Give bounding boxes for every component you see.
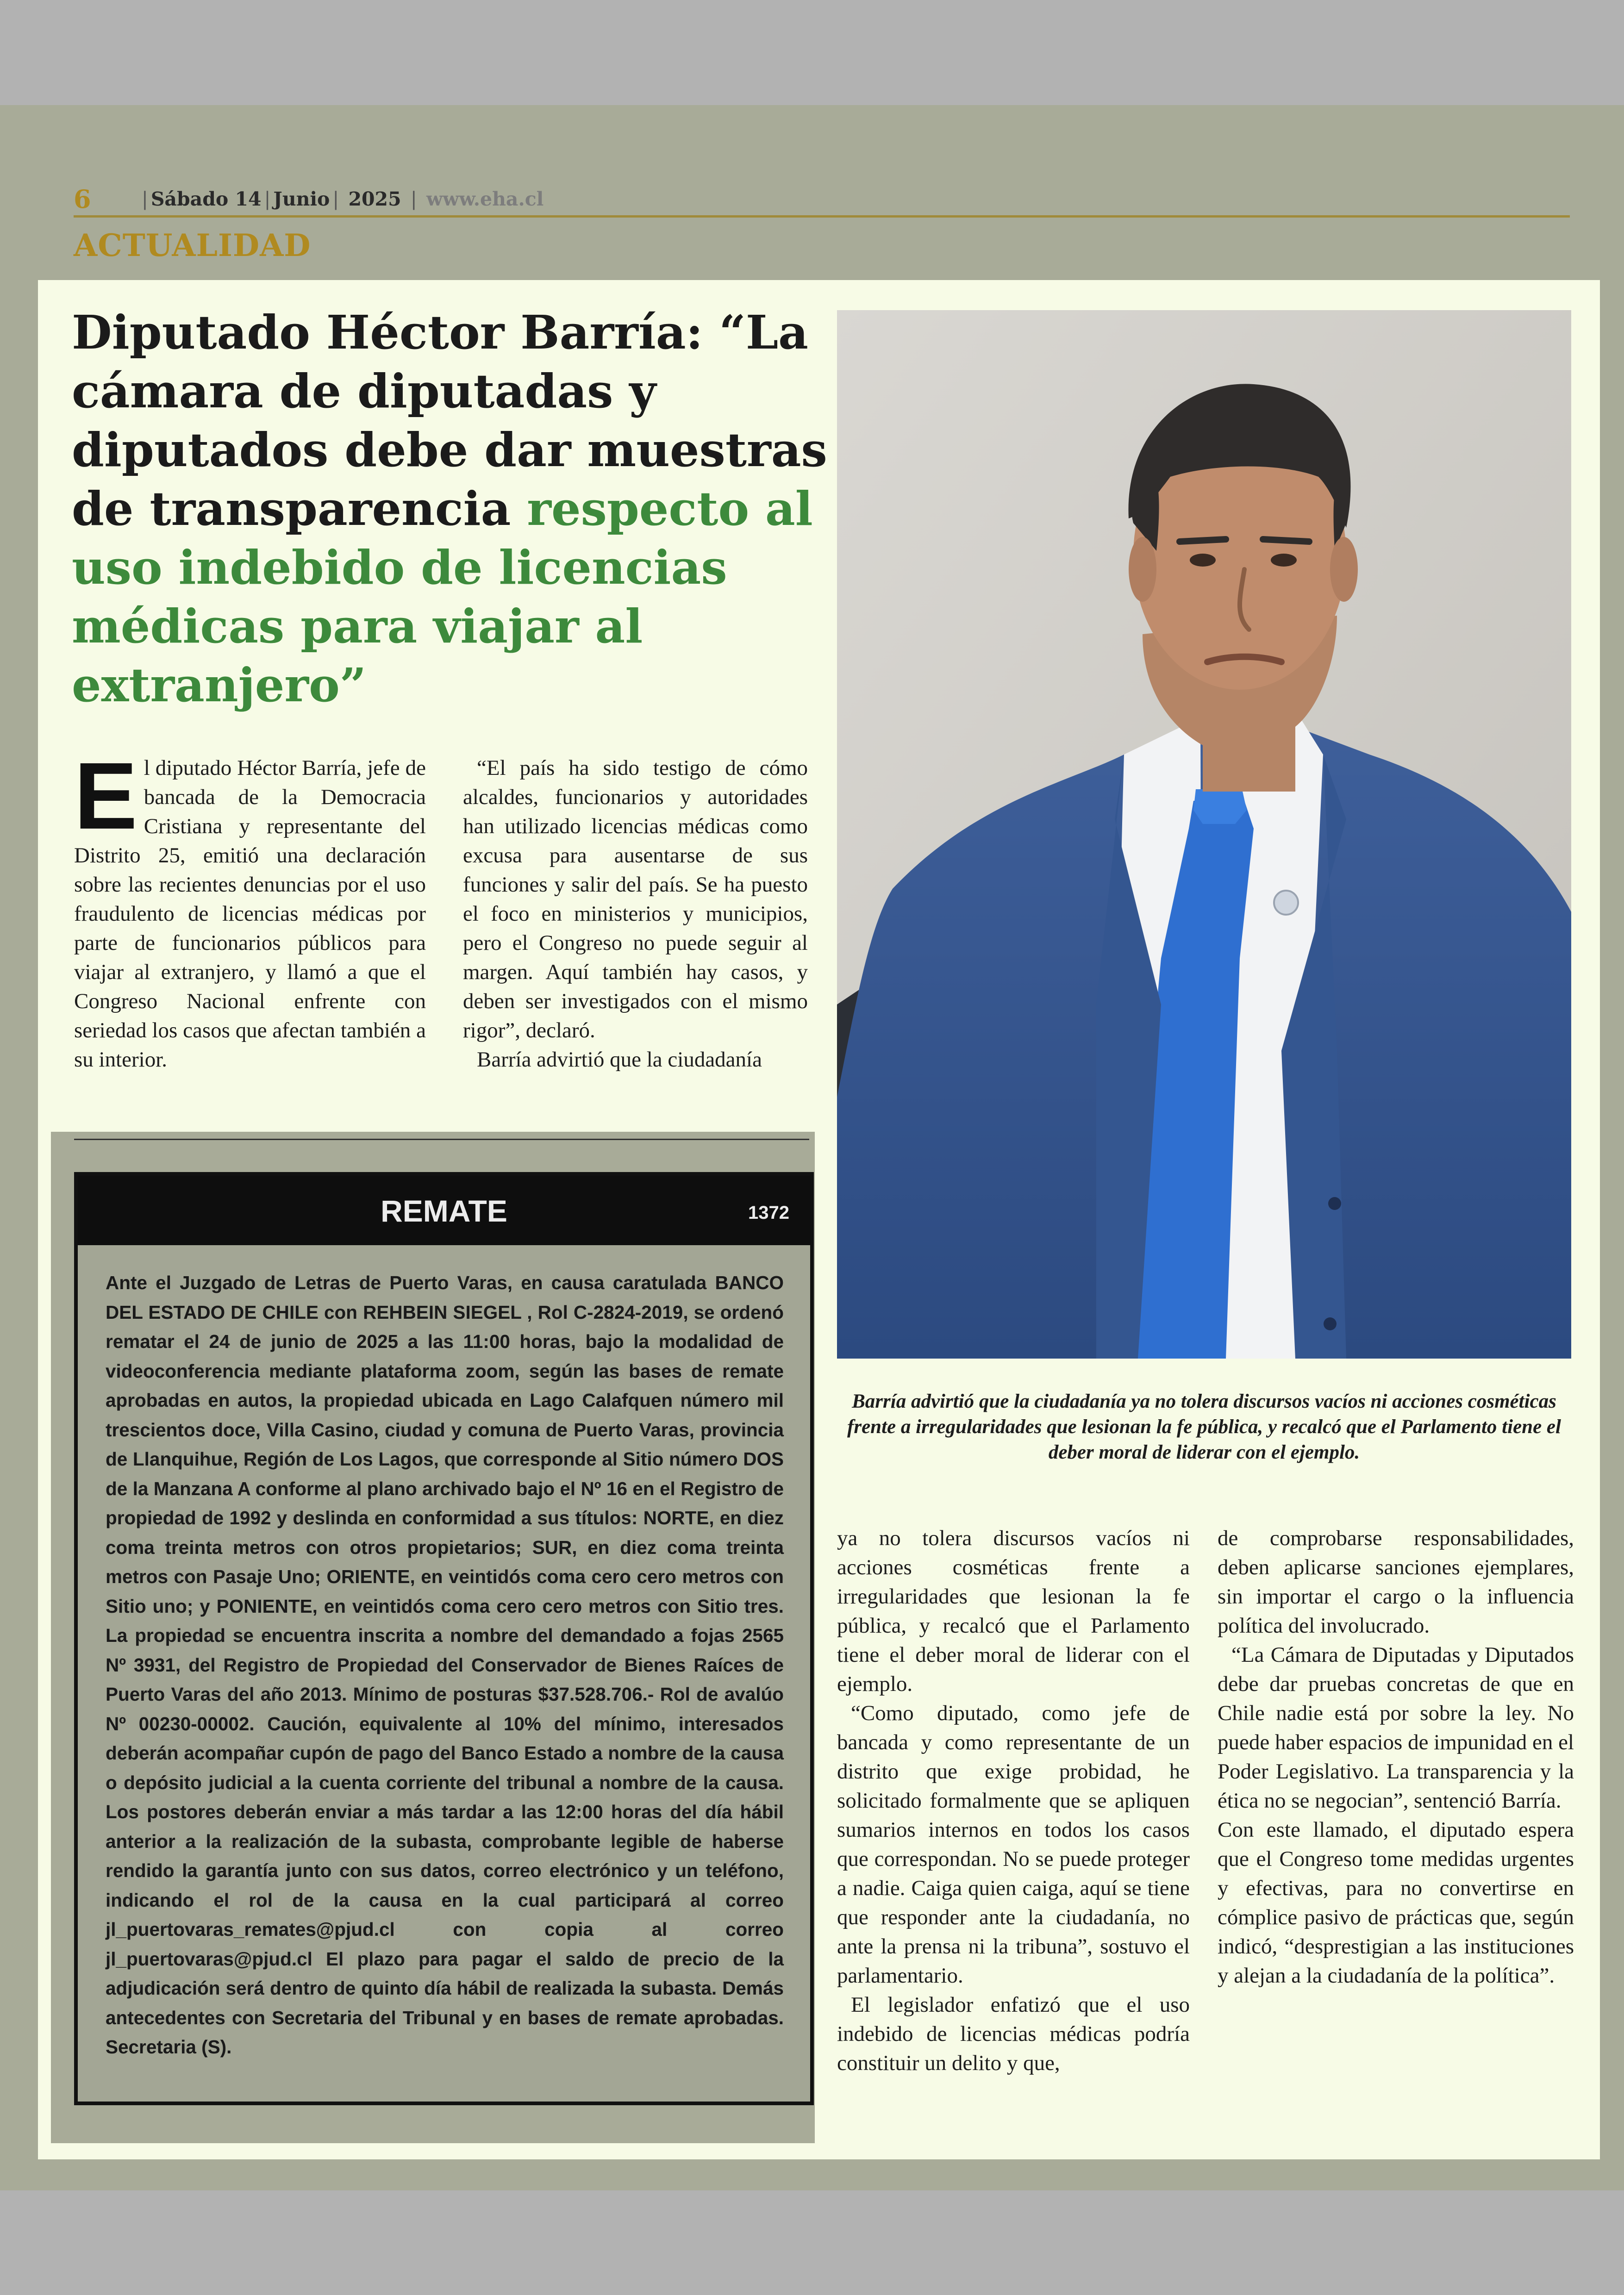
date-day: Sábado 14 [150, 188, 262, 210]
drop-cap: E [74, 743, 137, 849]
paragraph: “Como diputado, como jefe de bancada y como representante de un distrito que exige probidad, he solicitado formalmente que se apliquen sumarios internos en todos los casos que correspondan. No se puede proteger a nadie. Caiga quien caiga, aquí se tiene que responder ante la ciudadanía, no ante la prensa ni la tribuna”, sostuvo el parlamentario. [837, 1701, 1190, 1988]
notice-title: REMATE [381, 1194, 507, 1228]
paragraph: l diputado Héctor Barría, jefe de bancada de la Democracia Cristiana y representante del Distrito 25, emitió una declaración sobre las recientes denuncias por el uso fraudulento de licencias médicas por parte de funcionarios públicos para viajar al extranjero, y llamó a que el Congreso Nacional enfrente con seriedad los casos que afectan también a su interior. [74, 756, 426, 1072]
article-column-1 [74, 743, 426, 1074]
paragraph: de comprobarse responsabilidades, deben aplicarse sanciones ejemplares, sin importar el cargo o la influencia política del involucrado. [1218, 1526, 1574, 1638]
paragraph: Barría advirtió que la ciudadanía [477, 1048, 762, 1072]
headline-highlight: respecto al uso indebido de licencias médicas para viajar al extranjero” [72, 481, 813, 712]
auction-notice [74, 1172, 814, 2105]
article-photo [837, 310, 1571, 1359]
date-year: 2025 [348, 188, 401, 210]
paragraph: “El país ha sido testigo de cómo alcaldes, funcionarios y autoridades han utilizado licencias médicas como excusa para ausentarse de sus funciones y salir del país. Se ha puesto el foco en ministerios y municipios, pero el Congreso no puede seguir al margen. Aquí también hay casos, y deben ser investigados con el mismo rigor”, declaró. [463, 756, 808, 1042]
notice-header [78, 1176, 810, 1245]
headline-main: Diputado Héctor Barría: “La cámara de diputadas y diputados debe dar muestras de transparencia [72, 305, 827, 536]
article-column-3 [837, 1524, 1190, 2078]
article-column-2 [463, 754, 808, 1074]
paragraph: El legislador enfatizó que el uso indebido de licencias médicas podría constituir un delito y que, [837, 1993, 1190, 2075]
page-number: 6 [74, 184, 91, 214]
date-month: Junio [273, 188, 330, 210]
notice-number: 1372 [748, 1203, 789, 1223]
header-divider [74, 215, 1570, 218]
section-title: ACTUALIDAD [74, 227, 311, 263]
paragraph: ya no tolera discursos vacíos ni acciones cosméticas frente a irregularidades que lesionan la fe pública, y recalcó que el Parlamento tiene el deber moral de liderar con el ejemplo. [837, 1526, 1190, 1696]
website-link[interactable]: www.eha.cl [426, 188, 544, 210]
paragraph: “La Cámara de Diputadas y Diputados debe dar pruebas concretas de que en Chile nadie está por sobre la ley. No puede haber espacios de impunidad en el Poder Legislativo. La transparencia y la ética no se negocian”, sentenció Barría. [1218, 1643, 1574, 1813]
notice-body: Ante el Juzgado de Letras de Puerto Varas, en causa caratulada BANCO DEL ESTADO DE CHILE con REHBEIN SIEGEL , Rol C-2824-2019, se ordenó rematar el 24 de junio de 2025 a las 11:00 horas, bajo la modalidad de videoconferencia mediante plataforma zoom, según las bases de remate aprobadas en autos, la propiedad ubicada en Lago Calafquen número mil trescientos doce, Villa Casino, ciudad y comuna de Puerto Varas, provincia de Llanquihue, Región de Los Lagos, que corresponde al Sitio número DOS de la Manzana A conforme al plano archivado bajo el Nº 16 en el Registro de propiedad de 1992 y deslinda en conformidad a sus títulos: NORTE, en diez coma treinta metros con otros propietarios; SUR, en diez coma treinta metros con Pasaje Uno; ORIENTE, en veintidós coma cero cero metros con Sitio uno; y PONIENTE, en veintidós coma cero cero metros con Sitio tres. La propiedad se encuentra inscrita a nombre del demandado a fojas 2565 Nº 3931, del Registro de Propiedad del Conservador de Bienes Raíces de Puerto Varas del año 2013. Mínimo de posturas $37.528.706.- Rol de avalúo Nº 00230-00002. Caución, equivalente al 10% del mínimo, interesados deberán acompañar cupón de pago del Banco Estado a nombre de la causa o depósito judicial a la cuenta corriente del tribunal a nombre de la causa. Los postores deberán enviar a más tardar a las 12:00 horas del día hábil anterior a la realización de la subasta, comprobante legible de haberse rendido la garantía junto con sus datos, correo electrónico y un teléfono, indicando el rol de la causa en la cual participará al correo jl_puertovaras_remates@pjud.cl con copia al correo jl_puertovaras@pjud.cl El plazo para pagar el saldo de precio de la adjudicación será dentro de quinto día hábil de realizada la subasta. Demás antecedentes con Secretaria del Tribunal y en bases de remate aprobadas. Secretaria (S). [106, 1272, 784, 2058]
notice-divider [74, 1139, 809, 1140]
date-line: | Sábado 14 | Junio | 2025 | www.eha.cl [142, 188, 544, 210]
photo-caption: Barría advirtió que la ciudadanía ya no tolera discursos vacíos ni acciones cosméticas frente a irregularidades que lesionan la fe pública, y recalcó que el Parlamento tiene el deber moral de liderar con el ejemplo. [847, 1391, 1561, 1463]
article-headline [72, 303, 831, 715]
article-column-4 [1218, 1524, 1574, 1990]
paragraph: Con este llamado, el diputado espera que el Congreso tome medidas urgentes y efectivas, para no convertirse en cómplice pasivo de prácticas que, según indicó, “desprestigian a las instituciones y alejan a la ciudadanía de la política”. [1218, 1818, 1574, 1988]
portrait-illustration [837, 310, 1571, 1359]
